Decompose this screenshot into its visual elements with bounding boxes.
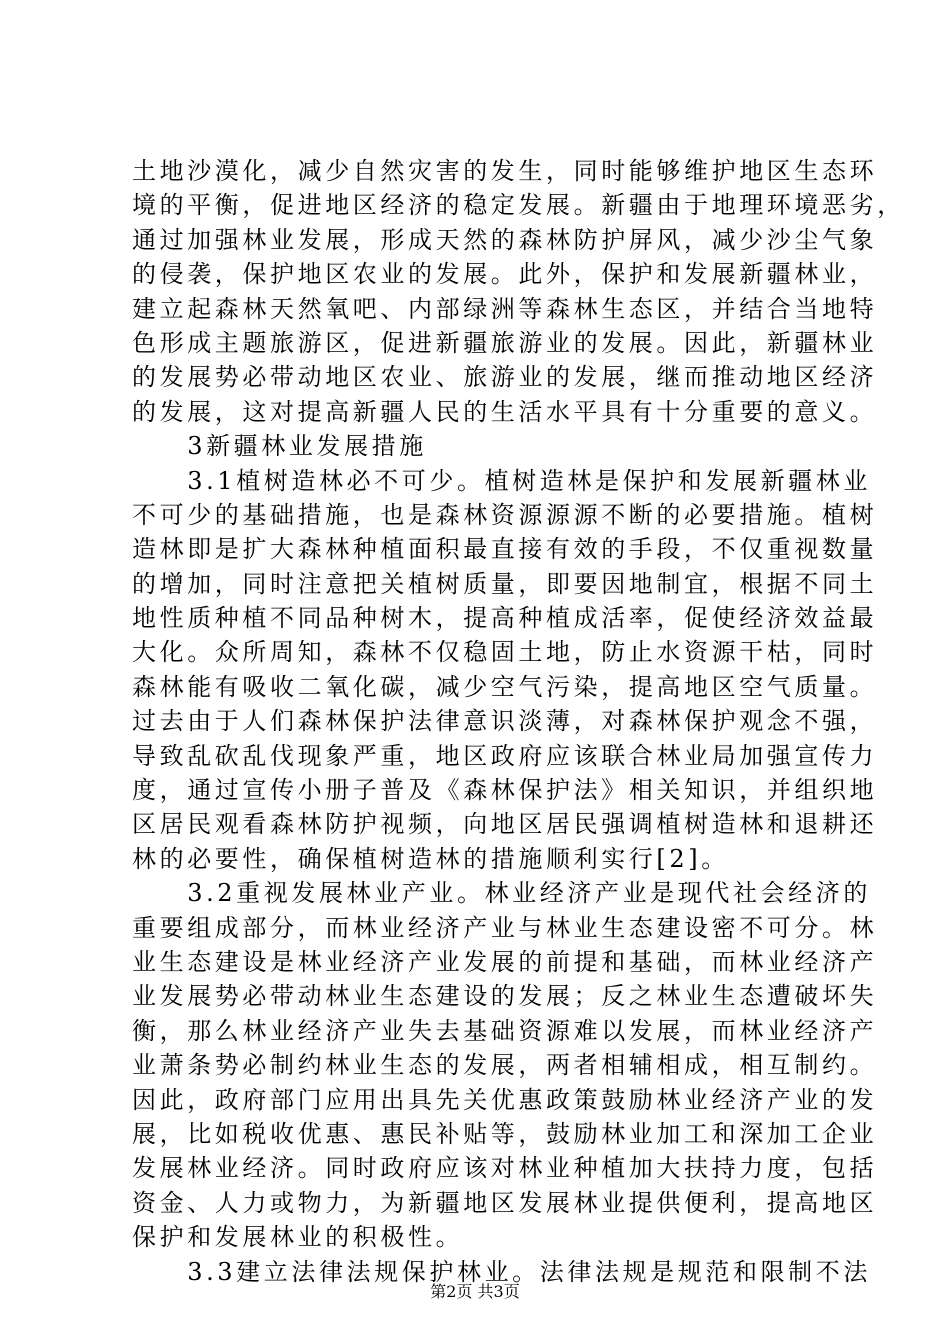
text-line: 境的平衡，促进地区经济的稳定发展。新疆由于地理环境恶劣， bbox=[132, 191, 905, 220]
text-line: 导致乱砍乱伐现象严重，地区政府应该联合林业局加强宣传力 bbox=[132, 741, 878, 770]
text-line: 业发展势必带动林业生态建设的发展；反之林业生态遭破坏失 bbox=[132, 982, 878, 1011]
text-line: 不可少的基础措施，也是森林资源源源不断的必要措施。植树 bbox=[132, 500, 878, 529]
text-line: 土地沙漠化，减少自然灾害的发生，同时能够维护地区生态环 bbox=[132, 157, 878, 185]
text-line: 的侵袭，保护地区农业的发展。此外，保护和发展新疆林业， bbox=[132, 260, 878, 289]
text-line: 地性质种植不同品种树木，提高种植成活率，促使经济效益最 bbox=[132, 604, 878, 633]
text-line: 通过加强林业发展，形成天然的森林防护屏风，减少沙尘气象 bbox=[132, 225, 878, 254]
page-number: 第2页 共3页 bbox=[430, 1282, 520, 1301]
text-line: 造林即是扩大森林种植面积最直接有效的手段，不仅重视数量 bbox=[132, 535, 878, 564]
body-text bbox=[132, 154, 905, 1289]
text-line: 的增加，同时注意把关植树质量，即要因地制宜，根据不同土 bbox=[132, 569, 878, 598]
text-line: 区居民观看森林防护视频，向地区居民强调植树造林和退耕还 bbox=[132, 810, 878, 839]
text-line: 的发展势必带动地区农业、旅游业的发展，继而推动地区经济 bbox=[132, 363, 878, 392]
text-line: 3.3建立法律法规保护林业。法律法规是规范和限制不法 bbox=[132, 1257, 871, 1286]
text-line: 3.1植树造林必不可少。植树造林是保护和发展新疆林业 bbox=[132, 466, 871, 495]
text-line: 发展林业经济。同时政府应该对林业种植加大扶持力度，包括 bbox=[132, 1154, 878, 1183]
text-line: 因此，政府部门应用出具先关优惠政策鼓励林业经济产业的发 bbox=[132, 1085, 878, 1114]
text-line: 过去由于人们森林保护法律意识淡薄，对森林保护观念不强， bbox=[132, 707, 878, 736]
text-line: 林的必要性，确保植树造林的措施顺利实行[2]。 bbox=[132, 844, 729, 873]
text-line: 森林能有吸收二氧化碳，减少空气污染，提高地区空气质量。 bbox=[132, 672, 878, 701]
text-line: 度，通过宣传小册子普及《森林保护法》相关知识，并组织地 bbox=[132, 776, 878, 805]
text-line: 重要组成部分，而林业经济产业与林业生态建设密不可分。林 bbox=[132, 913, 878, 942]
text-line: 资金、人力或物力，为新疆地区发展林业提供便利，提高地区 bbox=[132, 1188, 878, 1217]
text-line: 保护和发展林业的积极性。 bbox=[132, 1223, 464, 1252]
page-footer bbox=[0, 1281, 950, 1303]
text-line: 建立起森林天然氧吧、内部绿洲等森林生态区，并结合当地特 bbox=[132, 294, 878, 323]
text-line: 业萧条势必制约林业生态的发展，两者相辅相成，相互制约。 bbox=[132, 1051, 878, 1080]
text-line: 3.2重视发展林业产业。林业经济产业是现代社会经济的 bbox=[132, 879, 871, 908]
text-line: 衡，那么林业经济产业失去基础资源难以发展，而林业经济产 bbox=[132, 1016, 878, 1045]
text-line: 色形成主题旅游区，促进新疆旅游业的发展。因此，新疆林业 bbox=[132, 328, 878, 357]
text-line: 大化。众所周知，森林不仅稳固土地，防止水资源干枯，同时 bbox=[132, 638, 878, 667]
text-line: 的发展，这对提高新疆人民的生活水平具有十分重要的意义。 bbox=[132, 397, 878, 426]
text-line: 展，比如税收优惠、惠民补贴等，鼓励林业加工和深加工企业 bbox=[132, 1119, 878, 1148]
section-heading: 3新疆林业发展措施 bbox=[132, 432, 427, 461]
text-line: 业生态建设是林业经济产业发展的前提和基础，而林业经济产 bbox=[132, 947, 878, 976]
